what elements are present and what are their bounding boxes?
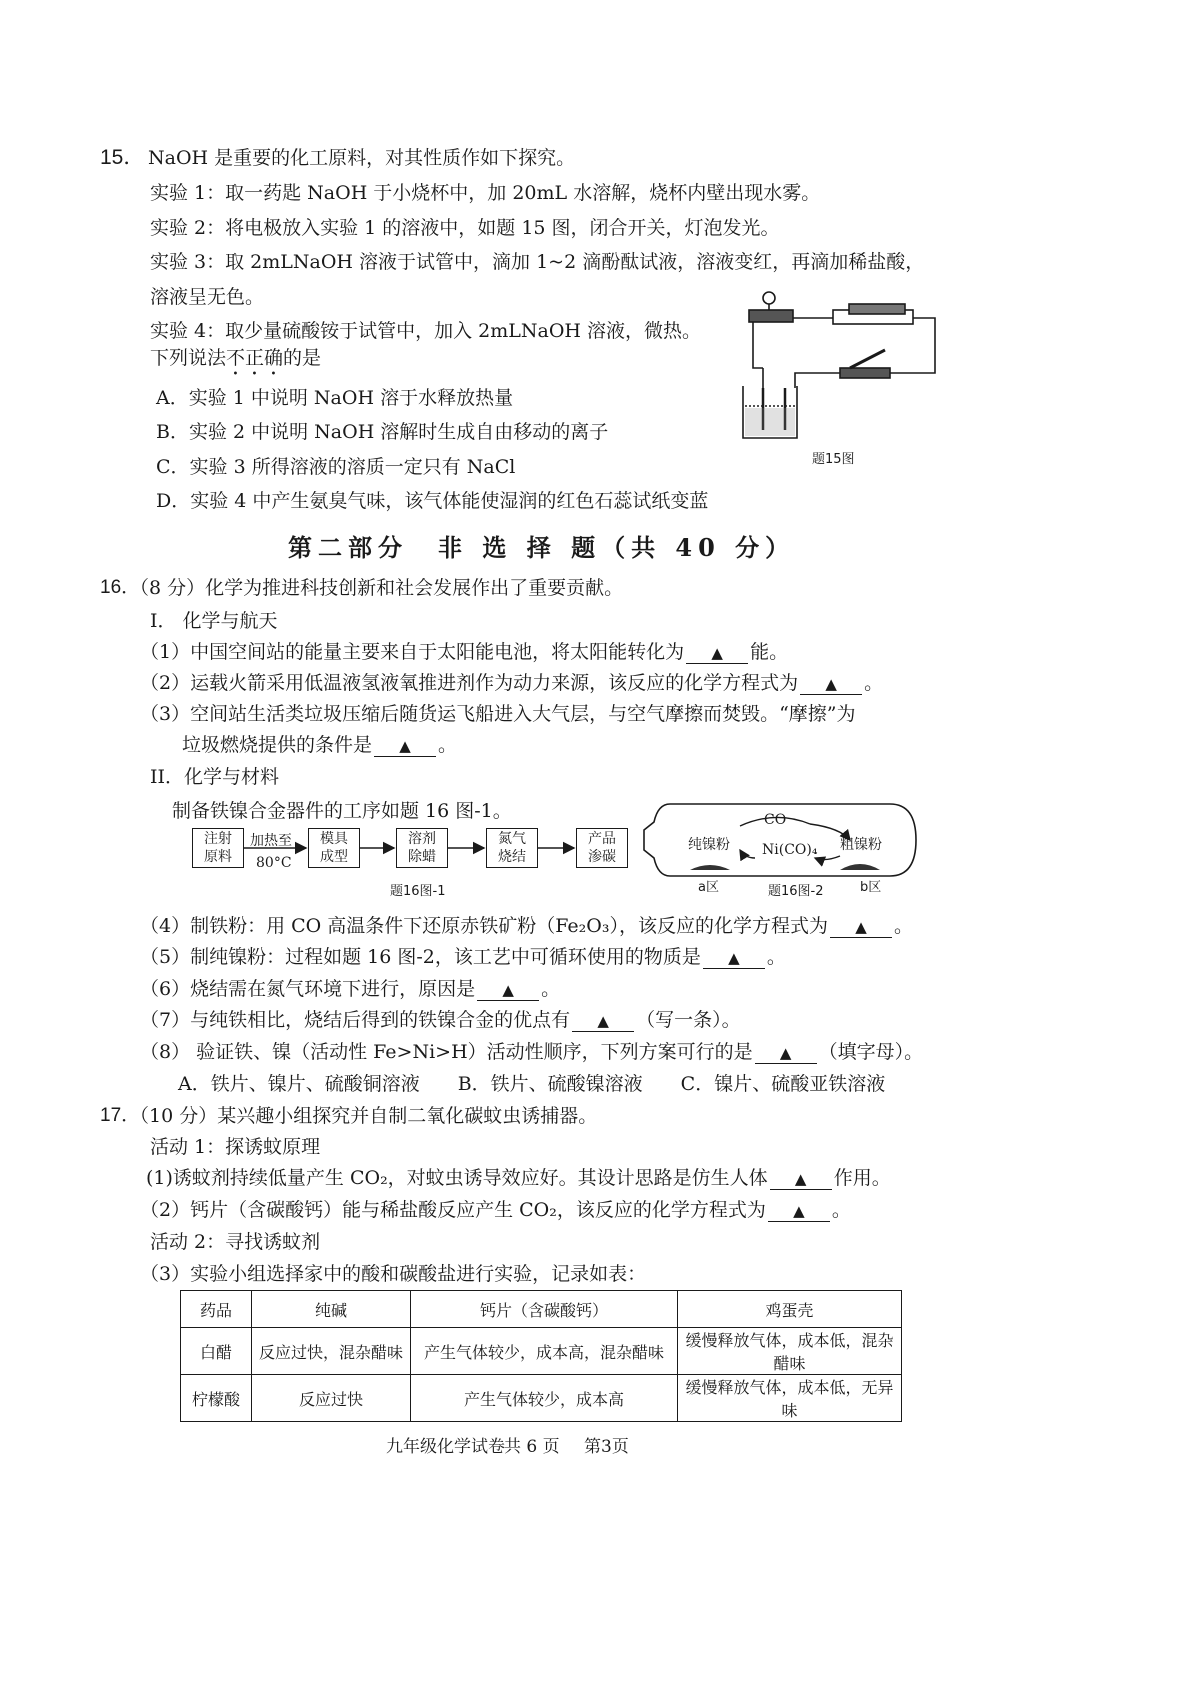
q16-sub-8-text: （8） 验证铁、镍（活动性 Fe>Ni>H）活动性顺序，下列方案可行的是	[140, 1041, 753, 1063]
table-row	[181, 1328, 902, 1375]
blank-triangle-icon: ▲	[728, 949, 740, 967]
blank-triangle-icon: ▲	[855, 918, 867, 936]
footer-page-number: 第3页	[584, 1437, 629, 1457]
q16-sub-7-text: （7）与纯铁相比，烧结后得到的铁镍合金的优点有	[140, 1009, 571, 1031]
flow-step-text: 产品	[588, 831, 616, 847]
answer-blank[interactable]	[374, 735, 436, 757]
q17-sub-2	[140, 1198, 851, 1222]
q17-data-table	[180, 1290, 902, 1422]
answer-blank[interactable]	[755, 1042, 817, 1064]
flow-step-text: 渗碳	[588, 849, 616, 865]
figure-15-caption: 题15图	[812, 452, 855, 467]
table-cell: 缓慢释放气体，成本低，混杂醋味	[678, 1328, 902, 1375]
q15-question-post: 的是	[283, 347, 322, 369]
footer-total-pages: 共 6 页	[504, 1437, 560, 1457]
fig16-2-pure-nickel-label: 纯镍粉	[688, 837, 730, 853]
footer-title: 九年级化学试卷	[386, 1437, 505, 1457]
part-2-heading: 第二部分 非 选 择 题（共 40 分）	[288, 533, 796, 562]
flow-step-inject	[192, 828, 244, 868]
table-cell: 白醋	[181, 1328, 252, 1375]
flow-arrow-label: 加热至	[250, 833, 292, 849]
q15-question	[150, 346, 321, 380]
q16-sub-5	[140, 945, 786, 969]
question-number-15: 15．	[100, 146, 145, 169]
table-row	[181, 1375, 902, 1422]
table-cell: 反应过快，混杂醋味	[252, 1328, 411, 1375]
flow-step-text: 成型	[320, 849, 348, 865]
q17-sub-2-end: 。	[831, 1199, 851, 1221]
fig16-2-nico-label: Ni(CO)₄	[762, 842, 818, 858]
answer-blank[interactable]	[686, 642, 748, 664]
fig16-2-crude-nickel-label: 粗镍粉	[840, 837, 882, 853]
q17-activity-1: 活动 1：探诱蚊原理	[150, 1136, 321, 1158]
answer-blank[interactable]	[572, 1010, 634, 1032]
fig16-2-zone-a: a区	[698, 880, 719, 895]
fig16-2-co-label: CO	[764, 812, 787, 828]
table-cell: 产生气体较少，成本高，混杂醋味	[411, 1328, 678, 1375]
q15-question-emphasis: 不正确	[226, 347, 284, 369]
blank-triangle-icon: ▲	[825, 675, 837, 693]
q16-sub-8-end: （填字母）。	[818, 1041, 924, 1063]
q15-stem: NaOH 是重要的化工原料，对其性质作如下探究。	[148, 147, 576, 169]
q15-experiment-3: 实验 3：取 2mLNaOH 溶液于试管中，滴加 1~2 滴酚酞试液，溶液变红，再滴加稀盐酸，	[150, 251, 925, 273]
q16-sub-3: （3）空间站生活类垃圾压缩后随货运飞船进入大气层，与空气摩擦而焚毁。“摩擦”为	[140, 703, 856, 725]
answer-blank[interactable]	[768, 1200, 830, 1222]
q16-sub-3-end: 。	[438, 734, 458, 756]
fig16-2-zone-b: b区	[860, 880, 882, 895]
question-number-17: 17．	[100, 1105, 141, 1126]
q15-experiment-1: 实验 1：取一药匙 NaOH 于小烧杯中，加 20mL 水溶解，烧杯内壁出现水雾。	[150, 182, 821, 204]
flow-step-text: 注射	[204, 831, 232, 847]
q16-intro: 制备铁镍合金器件的工序如题 16 图-1。	[172, 800, 512, 822]
q16-sub-7-end: （写一条）。	[636, 1009, 741, 1031]
q15-question-pre: 下列说法	[150, 347, 227, 369]
q17-sub-2-text: （2）钙片（含碳酸钙）能与稀盐酸反应产生 CO₂，该反应的化学方程式为	[140, 1199, 766, 1221]
q16-sub-2-text: （2）运载火箭采用低温液氢液氧推进剂作为动力来源，该反应的化学方程式为	[140, 672, 799, 694]
q16-sub-4-text: （4）制铁粉：用 CO 高温条件下还原赤铁矿粉（Fe₂O₃），该反应的化学方程式为	[140, 915, 828, 937]
q16-sub-6-end: 。	[541, 978, 561, 1000]
table-cell: 缓慢释放气体，成本低，无异味	[678, 1375, 902, 1422]
blank-triangle-icon: ▲	[399, 737, 411, 755]
flow-step-text: 原料	[204, 849, 232, 865]
flow-arrows	[240, 836, 630, 860]
q16-sub-3-text: 垃圾燃烧提供的条件是	[182, 734, 373, 756]
q16-sub-4-end: 。	[893, 915, 913, 937]
q17-sub-1-end: 作用。	[833, 1167, 891, 1189]
blank-triangle-icon: ▲	[793, 1202, 805, 1220]
q15-experiment-4: 实验 4：取少量硫酸铵于试管中，加入 2mLNaOH 溶液，微热。	[150, 320, 702, 342]
blank-triangle-icon: ▲	[779, 1044, 792, 1062]
table-header-cell: 药品	[181, 1291, 252, 1328]
q16-sub-5-end: 。	[766, 946, 786, 968]
flow-step-text: 模具	[320, 831, 348, 847]
table-cell: 柠檬酸	[181, 1375, 252, 1422]
q16-sub-1	[140, 640, 788, 664]
question-number-16: 16．	[100, 577, 141, 598]
figure-16-1-caption: 题16图-1	[390, 884, 446, 899]
table-header-row	[181, 1291, 902, 1328]
flow-step-text: 烧结	[498, 849, 526, 865]
blank-triangle-icon: ▲	[711, 644, 723, 662]
flow-step-text: 溶剂	[408, 831, 436, 847]
q16-sub-2-end: 。	[864, 672, 884, 694]
figure-16-2-caption: 题16图-2	[768, 884, 824, 899]
q16-sub-6	[140, 977, 560, 1001]
q15-option-d: D．实验 4 中产生氨臭气味，该气体能使湿润的红色石蕊试纸变蓝	[156, 490, 709, 512]
q17-stem: （10 分）某兴趣小组探究并自制二氧化碳蚊虫诱捕器。	[130, 1105, 598, 1127]
flow-arrow-label-temp: 80°C	[256, 855, 292, 871]
table-header-cell: 钙片（含碳酸钙）	[411, 1291, 678, 1328]
q16-sub-1-end: 能。	[750, 641, 789, 663]
q15-option-a: A．实验 1 中说明 NaOH 溶于水释放热量	[156, 387, 514, 409]
q16-sub-5-text: （5）制纯镍粉：过程如题 16 图-2，该工艺中可循环使用的物质是	[140, 946, 701, 968]
q17-sub-3: （3）实验小组选择家中的酸和碳酸盐进行实验，记录如表：	[140, 1263, 647, 1285]
q17-sub-1	[146, 1166, 891, 1190]
table-header-cell: 纯碱	[252, 1291, 411, 1328]
q16-sub-8	[140, 1040, 923, 1064]
table-header-cell: 鸡蛋壳	[678, 1291, 902, 1328]
answer-blank[interactable]	[770, 1168, 832, 1190]
q16-section-2: II．化学与材料	[150, 766, 280, 788]
q16-section-1: I． 化学与航天	[150, 610, 278, 632]
answer-blank[interactable]	[703, 947, 765, 969]
answer-blank[interactable]	[830, 916, 892, 938]
q17-sub-1-text: (1)诱蚊剂持续低量产生 CO₂，对蚊虫诱导效应好。其设计思路是仿生人体	[146, 1167, 768, 1189]
blank-triangle-icon: ▲	[597, 1012, 609, 1030]
table-cell: 反应过快	[252, 1375, 411, 1422]
q15-option-c: C．实验 3 所得溶液的溶质一定只有 NaCl	[156, 456, 516, 478]
flow-step-text: 除蜡	[408, 849, 436, 865]
q16-sub-6-text: （6）烧结需在氮气环境下进行，原因是	[140, 978, 476, 1000]
q16-sub-7	[140, 1008, 741, 1032]
q16-sub-1-text: （1）中国空间站的能量主要来自于太阳能电池，将太阳能转化为	[140, 641, 685, 663]
figure-15-circuit	[735, 288, 945, 448]
answer-blank[interactable]	[800, 673, 862, 695]
q17-activity-2: 活动 2：寻找诱蚊剂	[150, 1231, 321, 1253]
answer-blank[interactable]	[477, 979, 539, 1001]
q16-stem: （8 分）化学为推进科技创新和社会发展作出了重要贡献。	[130, 577, 624, 599]
q16-sub-8-options: A．铁片、镍片、硫酸铜溶液 B．铁片、硫酸镍溶液 C．镍片、硫酸亚铁溶液	[178, 1073, 886, 1095]
blank-triangle-icon: ▲	[502, 981, 514, 999]
q15-experiment-2: 实验 2：将电极放入实验 1 的溶液中，如题 15 图，闭合开关，灯泡发光。	[150, 217, 780, 239]
table-cell: 产生气体较少，成本高	[411, 1375, 678, 1422]
q16-sub-3-cont	[182, 733, 457, 757]
q15-experiment-3-cont: 溶液呈无色。	[150, 286, 265, 308]
blank-triangle-icon: ▲	[794, 1170, 807, 1188]
q16-sub-2	[140, 671, 883, 695]
flow-step-text: 氮气	[498, 831, 526, 847]
q16-sub-4	[140, 914, 913, 938]
q15-option-b: B．实验 2 中说明 NaOH 溶解时生成自由移动的离子	[156, 421, 609, 443]
